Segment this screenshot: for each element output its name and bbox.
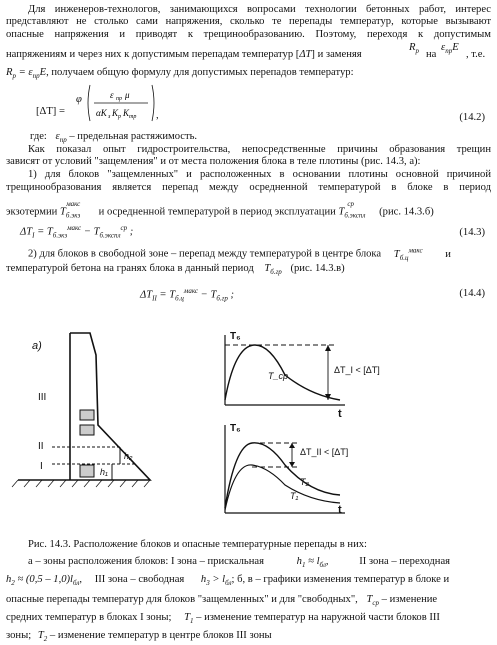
- panel-a-label: а): [32, 340, 42, 352]
- zone-2-label: II: [38, 441, 44, 452]
- text-line: 2) для блоков в свободной зоне – перепад между температурой в центре блока $T_{б.ц}^{макс}$ и: [28, 246, 451, 262]
- svg-text:μ: μ: [125, 90, 130, 100]
- text-line: напряжениям и через них к допустимым перепадам температур [ΔT] и заменяя: [6, 49, 362, 60]
- text-line: Для инженеров-технологов, занимающихся вопросами технологии бетонных работ, интерес: [28, 4, 491, 15]
- svg-text:p: p: [118, 114, 121, 120]
- b-delta-label: ΔT_I < [ΔT]: [334, 365, 380, 375]
- equation-number: (14.3): [459, 227, 485, 238]
- svg-text:αK: αK: [96, 108, 107, 118]
- zone-3-label: III: [38, 392, 47, 403]
- text-line: представляют не столько сами напряжения, сколько те перепады температур, которые вызывают: [6, 16, 491, 27]
- svg-text:K: K: [112, 108, 119, 118]
- svg-text:ε: ε: [110, 90, 114, 100]
- panel-a-dam: [12, 333, 150, 487]
- figure-14-3: [0, 325, 497, 515]
- caption-line: опасные перепады температур для блоков "защемленных" и для "свободных", $T_{ср}$ – изменение: [6, 594, 438, 608]
- b-axis-x-label: t: [338, 408, 342, 420]
- text-line: $R_p = \varepsilon_{пр}E$, получаем общую формулу для допустимых перепадов температур:: [6, 67, 354, 81]
- panel-b-graph: [225, 335, 345, 405]
- caption-line: зоны; $T_2$ – изменение температур в центре блоков III зоны: [6, 630, 272, 644]
- text-line: опасные напряжения и приводят к трещинообразованию. Поэтому, переходя к допустимым: [6, 29, 491, 40]
- formula-eps-E: $\varepsilon_{пр}E$: [441, 42, 459, 56]
- equation-14-2-rhs: φ: [76, 94, 82, 105]
- svg-text:з: з: [108, 114, 111, 120]
- svg-text:K: K: [123, 108, 130, 118]
- caption-line: а – зоны расположения блоков: I зона – прискальная $h_1 \approx l_{бл}$, II зона – переходная: [28, 556, 451, 570]
- formula-Rp: $R_p$: [409, 42, 419, 56]
- text-line: зависят от условий "защемления" и от места положения блока в теле плотины (рис. 14.3, а):: [6, 156, 421, 167]
- zone-1-label: I: [40, 461, 43, 472]
- text-line: трещинообразования является перепад между осредненной температурой в блоке в период: [6, 182, 491, 193]
- b-curve-label: T_ср: [268, 371, 289, 381]
- caption-line: средних температур в блоках I зоны; $T_1$ – изменение температур на наружной части блоков III: [6, 612, 440, 626]
- equation-number: (14.4): [459, 288, 485, 299]
- c-curve-1-label: T₁: [290, 491, 299, 501]
- text-line: экзотермии $T_{б.экз}^{макс}$ и осредненной температурой в период эксплуатации $T_{б.экспл}^{ср}$ (рис. 14.3.б): [6, 202, 434, 220]
- equation-14-3: $\Delta T_I = T_{б.экз}^{макс} - T_{б.экспл}^{ср}$ ;: [20, 224, 134, 240]
- text-fragment: , т.е.: [466, 49, 486, 60]
- c-curve-2-label: T₂: [300, 477, 309, 487]
- c-delta-label: ΔT_II < [ΔT]: [300, 447, 349, 457]
- equation-14-2-lhs: [ΔT] =: [36, 106, 65, 117]
- svg-text:тр: тр: [129, 114, 137, 120]
- caption-line: $h_2 \approx (0,5 - 1,0)l_{бл}$, III зона – свободная $h_3 > l_{бл}$; б, в – графики изменения температур в блоке и: [6, 574, 450, 588]
- c-axis-y-label: T₆: [230, 423, 241, 434]
- document-page: Для инженеров-технологов, занимающихся вопросами технологии бетонных работ, интерес представляют не столько сами напряжения, сколько те перепады температур, которые вызывают опасные напряжения и приводят к трещинообразованию. Поэтому, переходя к допустимым напряжениям и через них к допустимым перепадам температур [ΔT] и заменяя $R_p$ на $\varepsilon_{пр}E$ , т.е. $R_p = \varepsilon_{пр}E$, получаем общую формулу для допустимых перепадов температур: [ΔT] = φ ε пр μ αK з K p K тр , (14.2) где: $\varepsilon_{пр}$ – предельная растяжимость. Как показал опыт гидростроительства, непосредственные причины образования трещин зависят от условий "защемления" и от места положения блока в теле плотины (рис. 14.3, а): 1) для блоков "защемленных" и расположенных в основании плотины основной причиной трещинообразования является перепад между осредненной температурой в блоке в период экзотермии $T_{б.экз}^{макс}$ и осредненной температурой в период эксплуатации $T_{б.экспл}^{ср}$ (рис. 14.3.б) $\Delta T_I = T_{б.экз}^{макс} - T_{б.экспл}^{ср}$ ; (14.3) 2) для блоков в свободной зоне – перепад между температурой в центре блока $T_{б.ц}^{макс}$ и температурой бетона на гранях блока в данный период $T_{б.гр}$ (рис. 14.3.в) $\Delta T_{II} = T_{б.ц}^{макс} - T_{б.гр}$ ; (14.4) а) III II I h₂ h₁ T₆ t T_ср ΔT_I < [ΔT] T₆ t ΔT_II < [ΔT] T₂ T₁ Рис. 14.3. Расположение блоков и опасные температурные перепады в них: а – зоны расположения блоков: I зона – прискальная $h_1 \approx l_{бл}$, II зона – переходная $h_2 \approx (0,5 - 1,0)l_{бл}$, III зона – свободная $h_3 > l_{бл}$; б, в – графики изменения температур в блоке и опасные перепады температур для блоков "защемленных" и для "свободных", $T_{ср}$ – изменение средних температур в блоках I зоны; $T_1$ – изменение температур на наружной части блоков III зоны; $T_2$ – изменение температур в центре блоков III зоны: [0, 0, 497, 645]
- b-axis-y-label: T₆: [230, 331, 241, 342]
- text-line: Как показал опыт гидростроительства, непосредственные причины образования трещин: [28, 144, 491, 155]
- figure-caption: Рис. 14.3. Расположение блоков и опасные температурные перепады в них:: [28, 539, 367, 550]
- text-line: 1) для блоков "защемленных" и расположенных в основании плотины основной причиной: [28, 169, 491, 180]
- equation-14-4: $\Delta T_{II} = T_{б.ц}^{макс} - T_{б.гр}$ ;: [140, 287, 235, 303]
- panel-c-graph: [225, 425, 345, 513]
- text-line: где: $\varepsilon_{пр}$ – предельная растяжимость.: [30, 131, 198, 145]
- svg-text:пр: пр: [116, 96, 122, 102]
- text-line: температурой бетона на гранях блока в данный период $T_{б.гр}$ (рис. 14.3.в): [6, 263, 345, 277]
- h1-label: h₁: [100, 467, 108, 477]
- equation-number: (14.2): [459, 112, 485, 123]
- text-fragment: на: [426, 49, 437, 60]
- h2-label: h₂: [124, 451, 133, 461]
- equation-14-2-fraction: [86, 83, 156, 123]
- c-axis-x-label: t: [338, 504, 342, 515]
